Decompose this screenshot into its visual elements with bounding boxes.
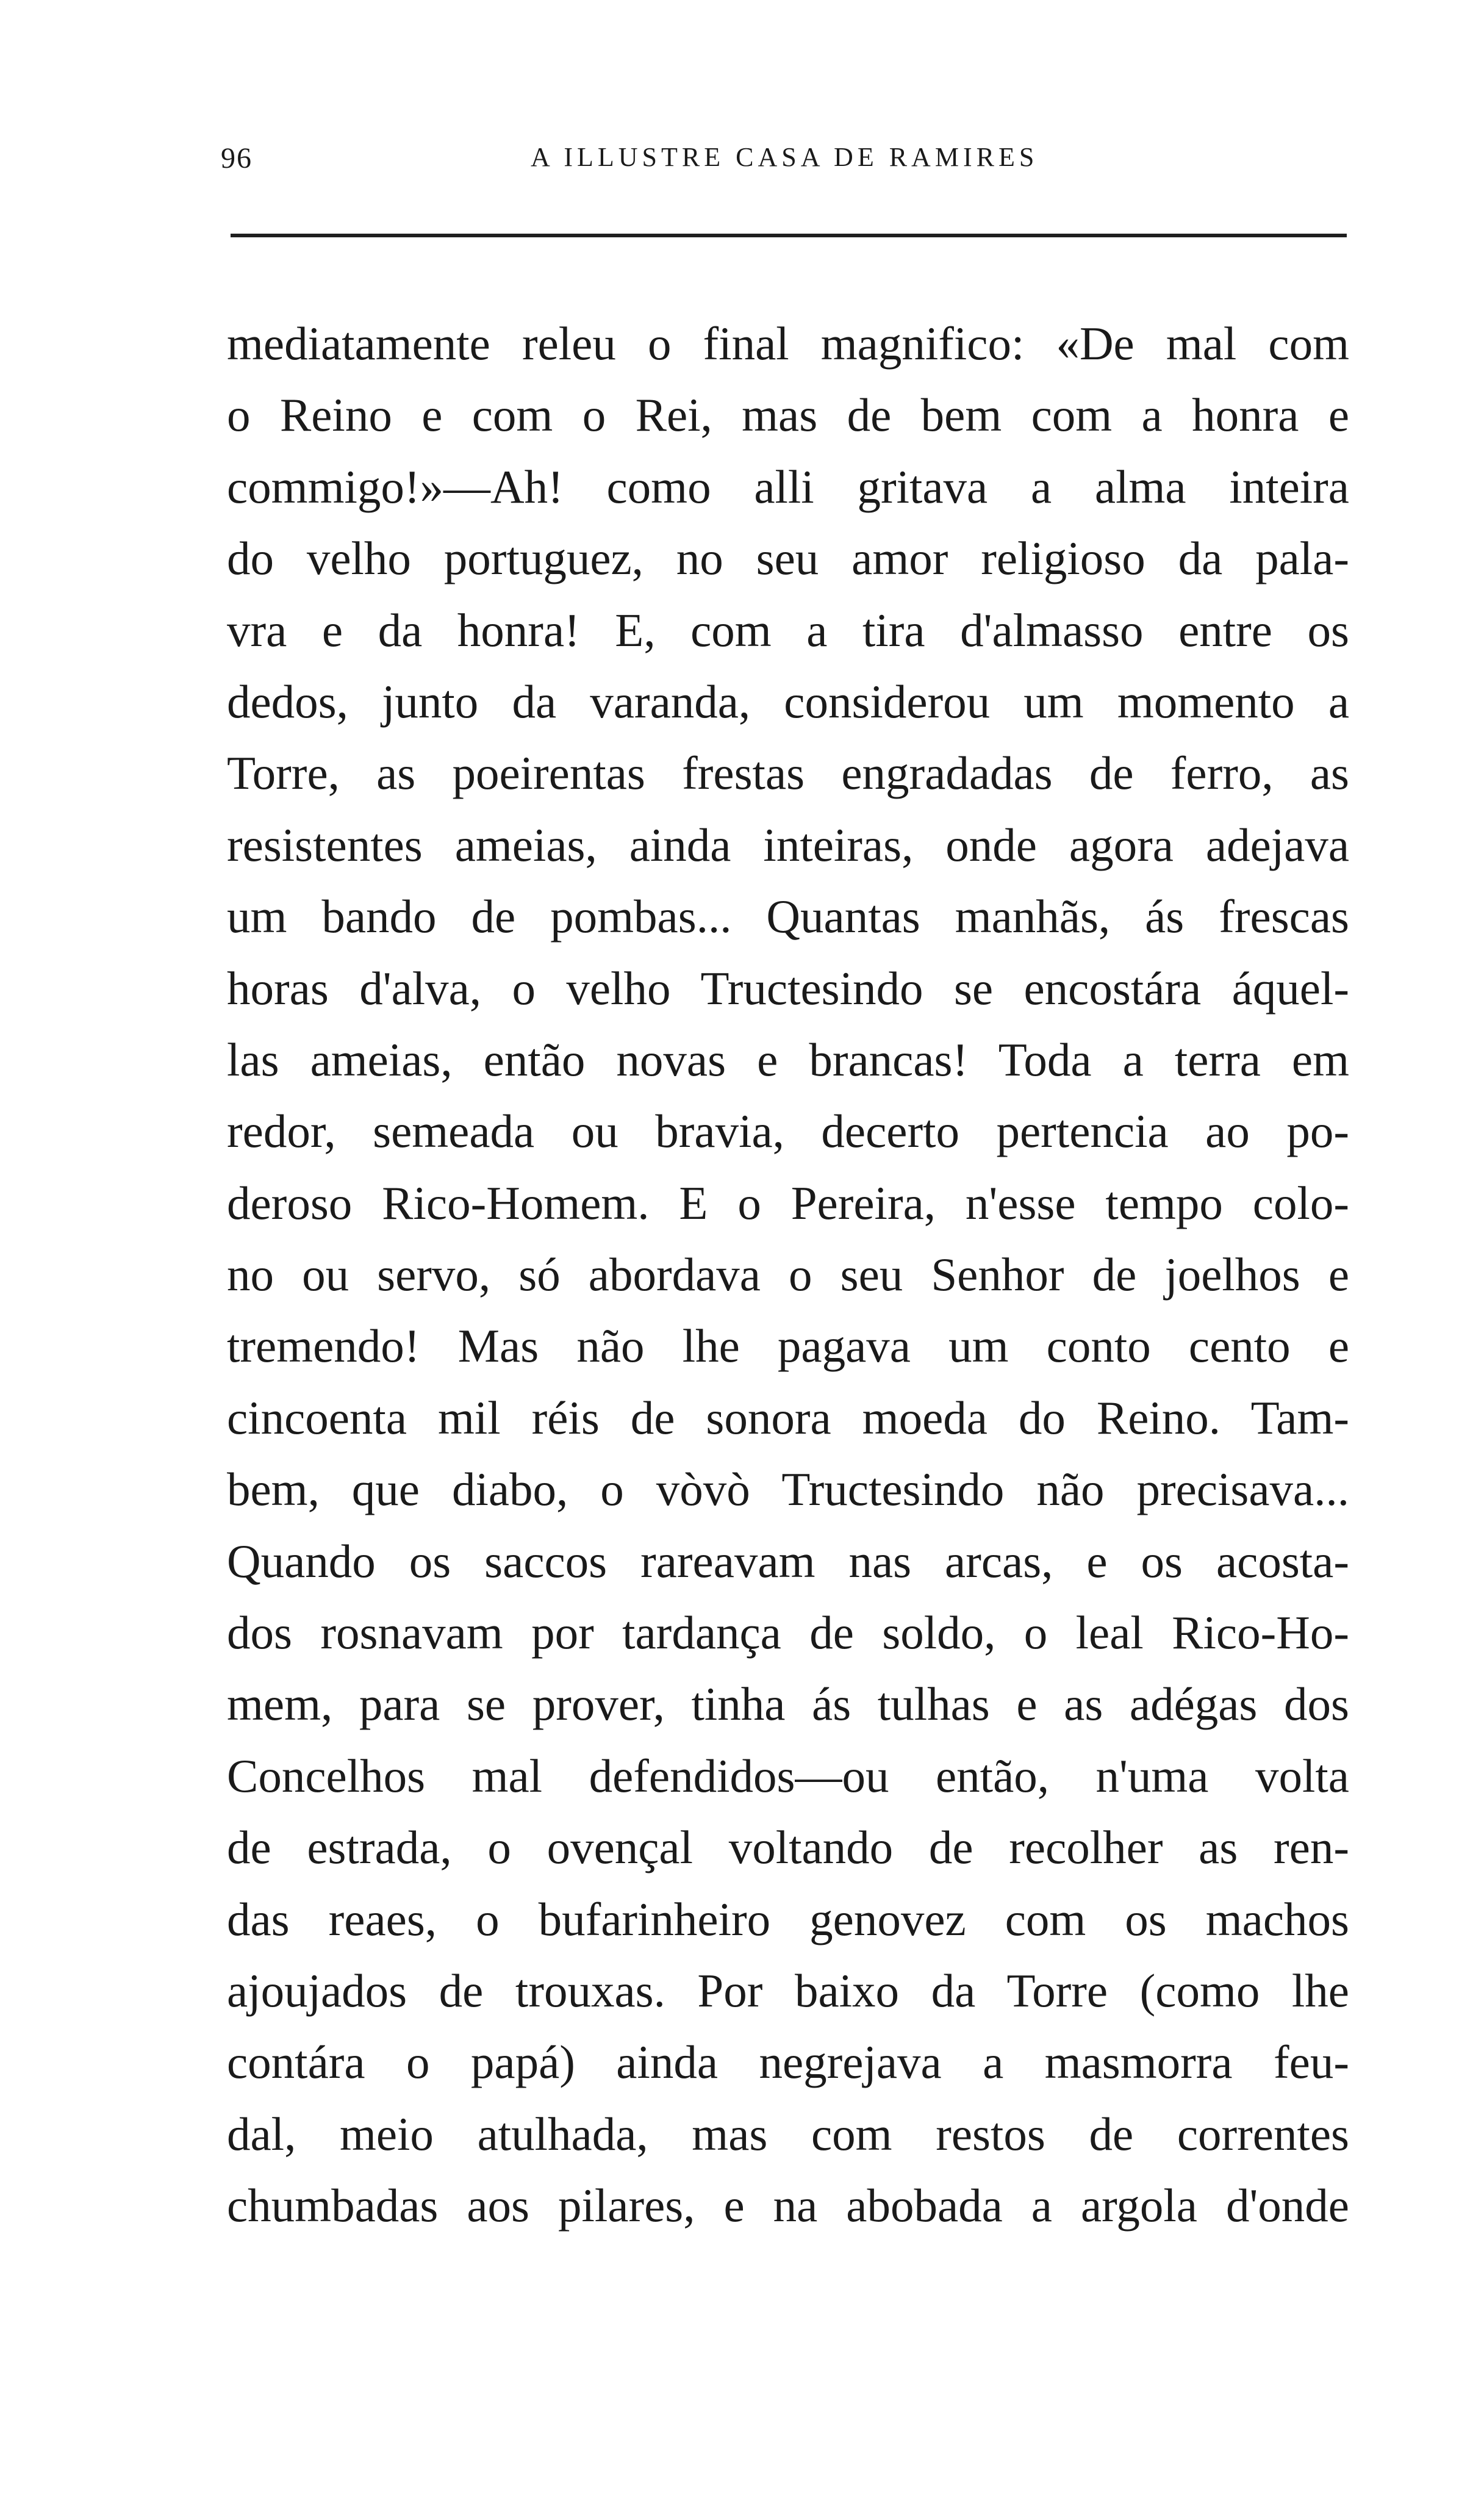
text-line: commigo!»—Ah! como alli gritava a alma inteira bbox=[227, 460, 1349, 513]
header-rule bbox=[231, 234, 1347, 237]
text-line: no ou servo, só abordava o seu Senhor de joelhos e bbox=[227, 1248, 1349, 1301]
text-line: Quando os saccos rareavam nas arcas, e os acosta- bbox=[227, 1534, 1349, 1587]
text-line: mediatamente releu o final magnifico: «De mal com bbox=[227, 317, 1349, 370]
text-line: horas d'alva, o velho Tructesindo se encostára áquel- bbox=[227, 961, 1349, 1015]
text-line: cincoenta mil réis de sonora moeda do Reino. Tam- bbox=[227, 1391, 1349, 1444]
text-line: mem, para se prover, tinha ás tulhas e as adégas dos bbox=[227, 1678, 1349, 1731]
text-line: deroso Rico-Homem. E o Pereira, n'esse tempo colo- bbox=[227, 1176, 1349, 1229]
text-line: redor, semeada ou bravia, decerto pertencia ao po- bbox=[227, 1105, 1349, 1158]
text-line: ajoujados de trouxas. Por baixo da Torre (como lhe bbox=[227, 1964, 1349, 2017]
text-line: dal, meio atulhada, mas com restos de correntes bbox=[227, 2107, 1349, 2160]
text-line: dos rosnavam por tardança de soldo, o leal Rico-Ho- bbox=[227, 1606, 1349, 1659]
text-line: o Reino e com o Rei, mas de bem com a honra e bbox=[227, 389, 1349, 442]
text-line: um bando de pombas... Quantas manhãs, ás frescas bbox=[227, 890, 1349, 943]
text-line: das reaes, o bufarinheiro genovez com os machos bbox=[227, 1892, 1349, 1945]
text-line: contára o papá) ainda negrejava a masmorra feu- bbox=[227, 2036, 1349, 2089]
text-line: dedos, junto da varanda, considerou um momento a bbox=[227, 675, 1349, 728]
text-line: resistentes ameias, ainda inteiras, onde agora adejava bbox=[227, 818, 1349, 871]
text-line: tremendo! Mas não lhe pagava um conto cento e bbox=[227, 1320, 1349, 1373]
text-line: do velho portuguez, no seu amor religioso da pala- bbox=[227, 532, 1349, 585]
text-line: de estrada, o ovençal voltando de recolher as ren- bbox=[227, 1821, 1349, 1874]
text-line: chumbadas aos pilares, e na abobada a argola d'onde bbox=[227, 2179, 1349, 2232]
text-line: Torre, as poeirentas frestas engradadas de ferro, as bbox=[227, 747, 1349, 800]
running-title: A ILLUSTRE CASA DE RAMIRES bbox=[531, 142, 1039, 172]
text-line: las ameias, então novas e brancas! Toda a terra em bbox=[227, 1033, 1349, 1086]
text-line: bem, que diabo, o vòvò Tructesindo não precisava... bbox=[227, 1463, 1349, 1516]
page-number: 96 bbox=[221, 142, 253, 174]
text-line: vra e da honra! E, com a tira d'almasso entre os bbox=[227, 603, 1349, 656]
text-line: Concelhos mal defendidos—ou então, n'uma volta bbox=[227, 1749, 1349, 1802]
body-text bbox=[227, 308, 1349, 2242]
